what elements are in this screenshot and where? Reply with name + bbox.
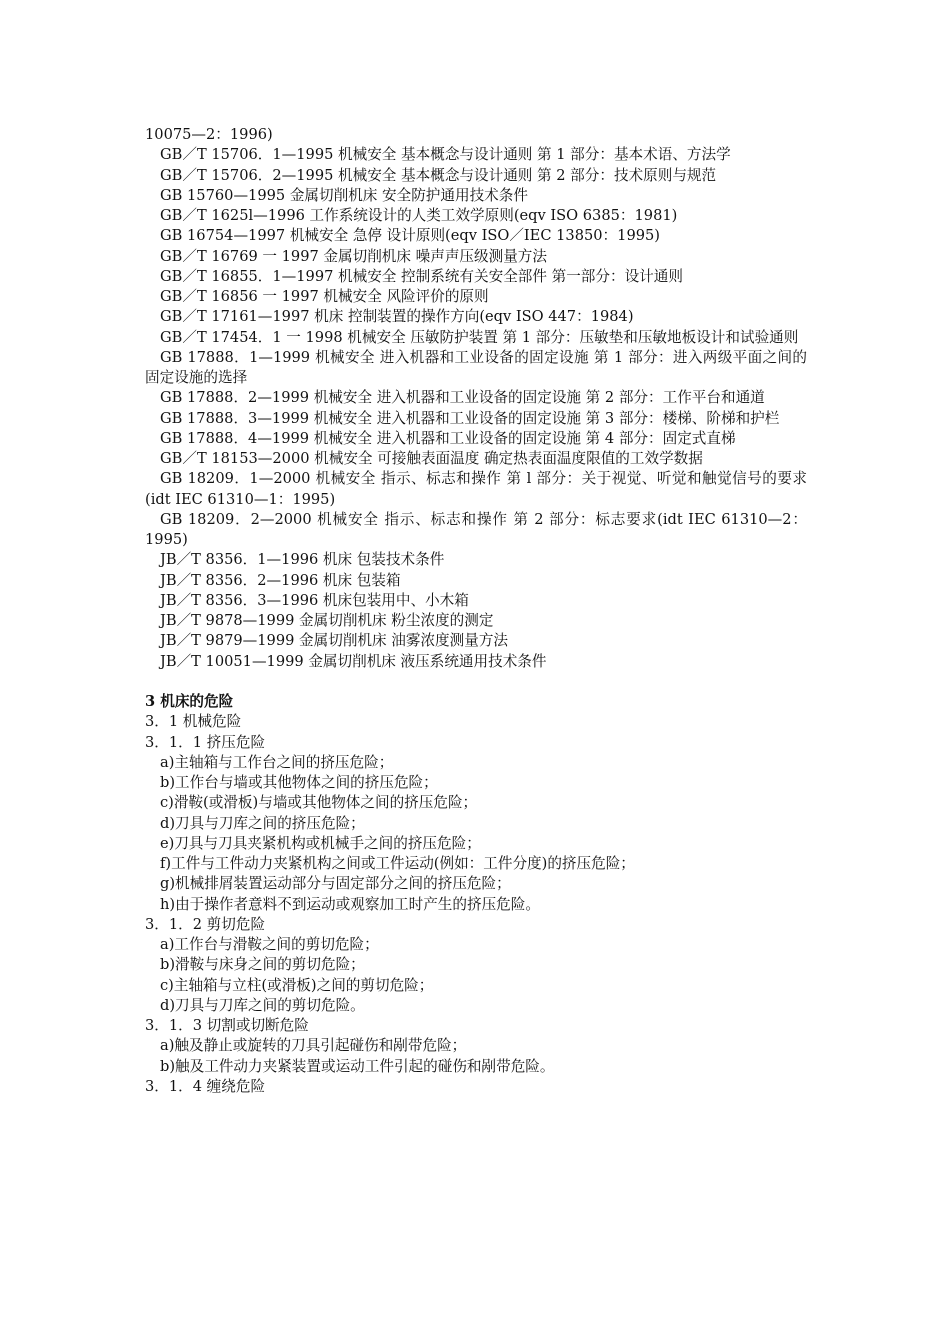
reference-item: GB 15760—1995 金属切削机床 安全防护通用技术条件 (160, 186, 528, 204)
reference-item: GB／T 1625l—1996 工作系统设计的人类工效学原则(eqv ISO 6385：1981) (160, 207, 678, 224)
list-item: b)触及工件动力夹紧装置或运动工件引起的碰伤和剐带危险。 (160, 1057, 555, 1075)
document-page (145, 125, 807, 1097)
subsection-heading: 3．1．2 剪切危险 (145, 915, 266, 933)
reference-item: GB／T 18153—2000 机械安全 可接触表面温度 确定热表面温度限值的工效学数据 (160, 450, 703, 467)
list-item: d)刀具与刀库之间的挤压危险； (160, 814, 365, 832)
list-item: b)工作台与墙或其他物体之间的挤压危险； (160, 774, 438, 791)
reference-item: GB 18209．2—2000 机械安全 指示、标志和操作 第 2 部分：标志要求(idt IEC 61310—2：1995) (145, 510, 807, 548)
list-item: b)滑鞍与床身之间的剪切危险； (160, 956, 365, 974)
reference-item: GB 18209．1—2000 机械安全 指示、标志和操作 第 l 部分：关于视觉、听觉和触觉信号的要求(idt IEC 61310—1：1995) (145, 470, 807, 508)
reference-item: GB／T 16769 一 1997 金属切削机床 噪声声压级测量方法 (160, 247, 547, 265)
reference-item: GB／T 16855．1—1997 机械安全 控制系统有关安全部件 第一部分：设计通则 (160, 267, 683, 285)
list-item: c)滑鞍(或滑板)与墙或其他物体之间的挤压危险； (160, 794, 478, 812)
reference-item: GB／T 15706．2—1995 机械安全 基本概念与设计通则 第 2 部分：技术原则与规范 (160, 166, 717, 184)
list-item: a)工作台与滑鞍之间的剪切危险； (160, 936, 379, 953)
reference-item: JB／T 9878—1999 金属切削机床 粉尘浓度的测定 (160, 612, 494, 629)
reference-item: GB 17888．4—1999 机械安全 进入机器和工业设备的固定设施 第 4 部分：固定式直梯 (160, 429, 736, 447)
reference-item: GB／T 17454．1 一 1998 机械安全 压敏防护装置 第 1 部分：压敏垫和压敏地板设计和试验通则 (160, 328, 799, 346)
reference-item: JB／T 8356．1—1996 机床 包装技术条件 (160, 551, 445, 569)
list-item: e)刀具与刀具夹紧机构或机械手之间的挤压危险； (160, 834, 481, 852)
subsection-heading: 3．1．1 挤压危险 (145, 733, 266, 751)
reference-item: GB／T 15706．1—1995 机械安全 基本概念与设计通则 第 1 部分：基本术语、方法学 (160, 146, 731, 164)
reference-continuation: 10075—2：1996) (145, 126, 273, 143)
paragraph-spacer (145, 672, 807, 692)
reference-item: JB／T 8356．3—1996 机床包装用中、小木箱 (160, 591, 469, 609)
reference-item: JB／T 8356．2—1996 机床 包装箱 (160, 571, 401, 589)
list-item: h)由于操作者意料不到运动或观察加工时产生的挤压危险。 (160, 895, 540, 913)
reference-item: GB 17888．3—1999 机械安全 进入机器和工业设备的固定设施 第 3 部分：楼梯、阶梯和护栏 (160, 409, 780, 427)
list-item: a)触及静止或旋转的刀具引起碰伤和剐带危险； (160, 1037, 467, 1055)
subsection-heading: 3．1 机械危险 (145, 713, 242, 731)
list-item: g)机械排屑装置运动部分与固定部分之间的挤压危险； (160, 875, 511, 893)
reference-item: GB 17888．1—1999 机械安全 进入机器和工业设备的固定设施 第 1 部分：进入两级平面之间的固定设施的选择 (145, 348, 807, 386)
list-item: c)主轴箱与立柱(或滑板)之间的剪切危险； (160, 976, 434, 994)
reference-item: GB／T 16856 一 1997 机械安全 风险评价的原则 (160, 288, 489, 305)
list-item: a)主轴箱与工作台之间的挤压危险； (160, 753, 394, 771)
reference-item: GB 17888．2—1999 机械安全 进入机器和工业设备的固定设施 第 2 部分：工作平台和通道 (160, 389, 765, 407)
subsection-heading: 3．1．3 切割或切断危险 (145, 1017, 309, 1034)
list-item: f)工件与工件动力夹紧机构之间或工件运动(例如：工件分度)的挤压危险； (160, 855, 635, 872)
reference-item: JB／T 10051—1999 金属切削机床 液压系统通用技术条件 (160, 652, 547, 670)
reference-item: GB／T 17161—1997 机床 控制装置的操作方向(eqv ISO 447：1984) (160, 308, 634, 326)
reference-item: GB 16754—1997 机械安全 急停 设计原则(eqv ISO／IEC 13850：1995) (160, 227, 660, 245)
section-heading: 3 机床的危险 (145, 693, 234, 710)
subsection-heading: 3．1．4 缠绕危险 (145, 1077, 266, 1095)
list-item: d)刀具与刀库之间的剪切危险。 (160, 996, 365, 1014)
reference-item: JB／T 9879—1999 金属切削机床 油雾浓度测量方法 (160, 632, 509, 650)
